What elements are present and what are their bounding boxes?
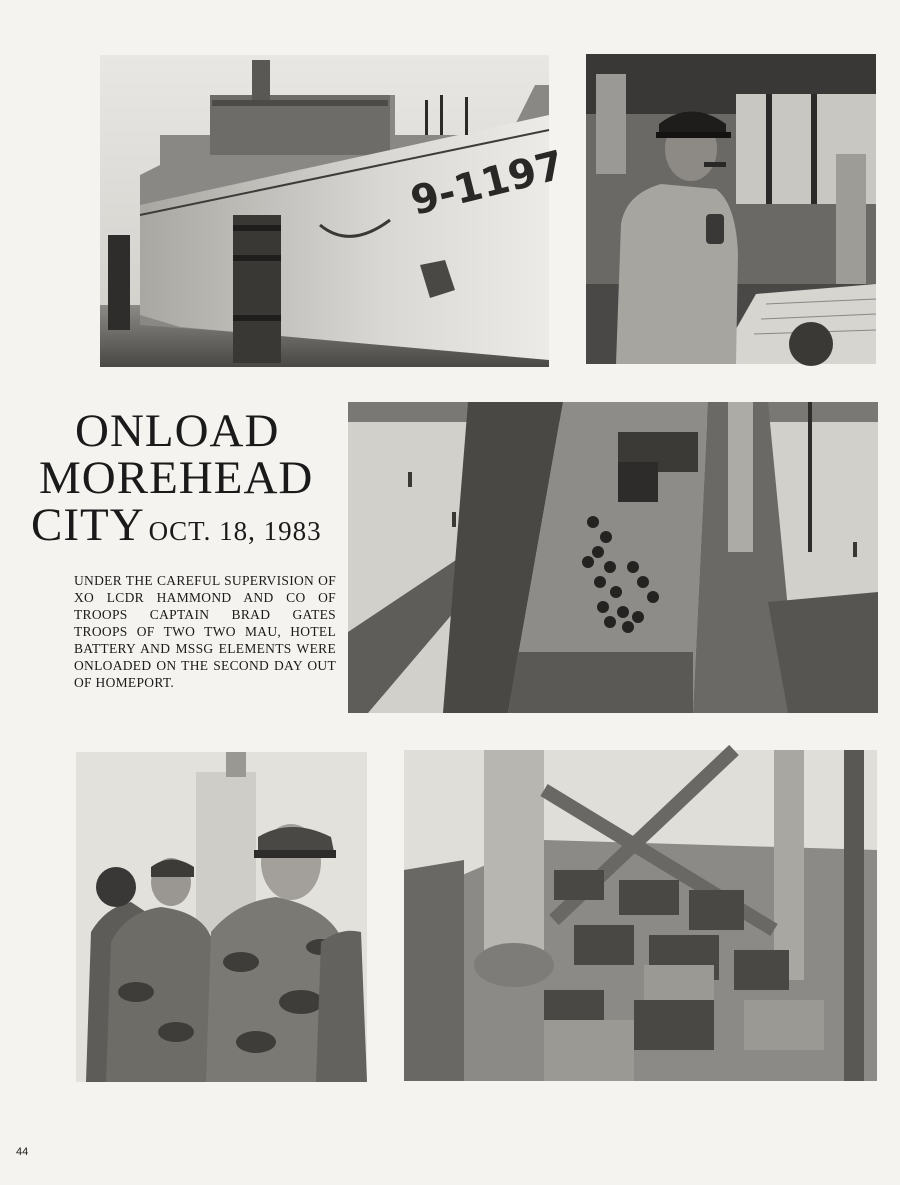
hull-number-text: 9-1197 <box>406 142 569 225</box>
article-title <box>30 405 340 555</box>
title-line-city <box>30 499 340 555</box>
officer-bridge-photo <box>586 54 876 364</box>
ramp-onload-photo <box>348 402 878 713</box>
deck-vehicles-photo <box>404 750 877 1081</box>
event-date: OCT. 18, 1983 <box>148 516 322 546</box>
photo-caption: UNDER THE CAREFUL SUPERVISION OF XO LCDR HAMMOND AND CO OF TROOPS CAPTAIN BRAD GATES TROOPS OF TWO TWO MAU, HOTEL BATTERY AND MSSG ELEMENTS WERE ONLOADED ON THE SECOND DAY OUT OF HOMEPORT. <box>74 573 336 690</box>
marines-photo <box>76 752 367 1082</box>
ship-hull-photo <box>100 55 569 367</box>
title-line-morehead: MOREHEAD <box>39 452 314 504</box>
title-line-onload: ONLOAD <box>75 405 280 457</box>
page-number: 44 <box>16 1146 29 1158</box>
title-city-text: CITY <box>31 499 145 551</box>
